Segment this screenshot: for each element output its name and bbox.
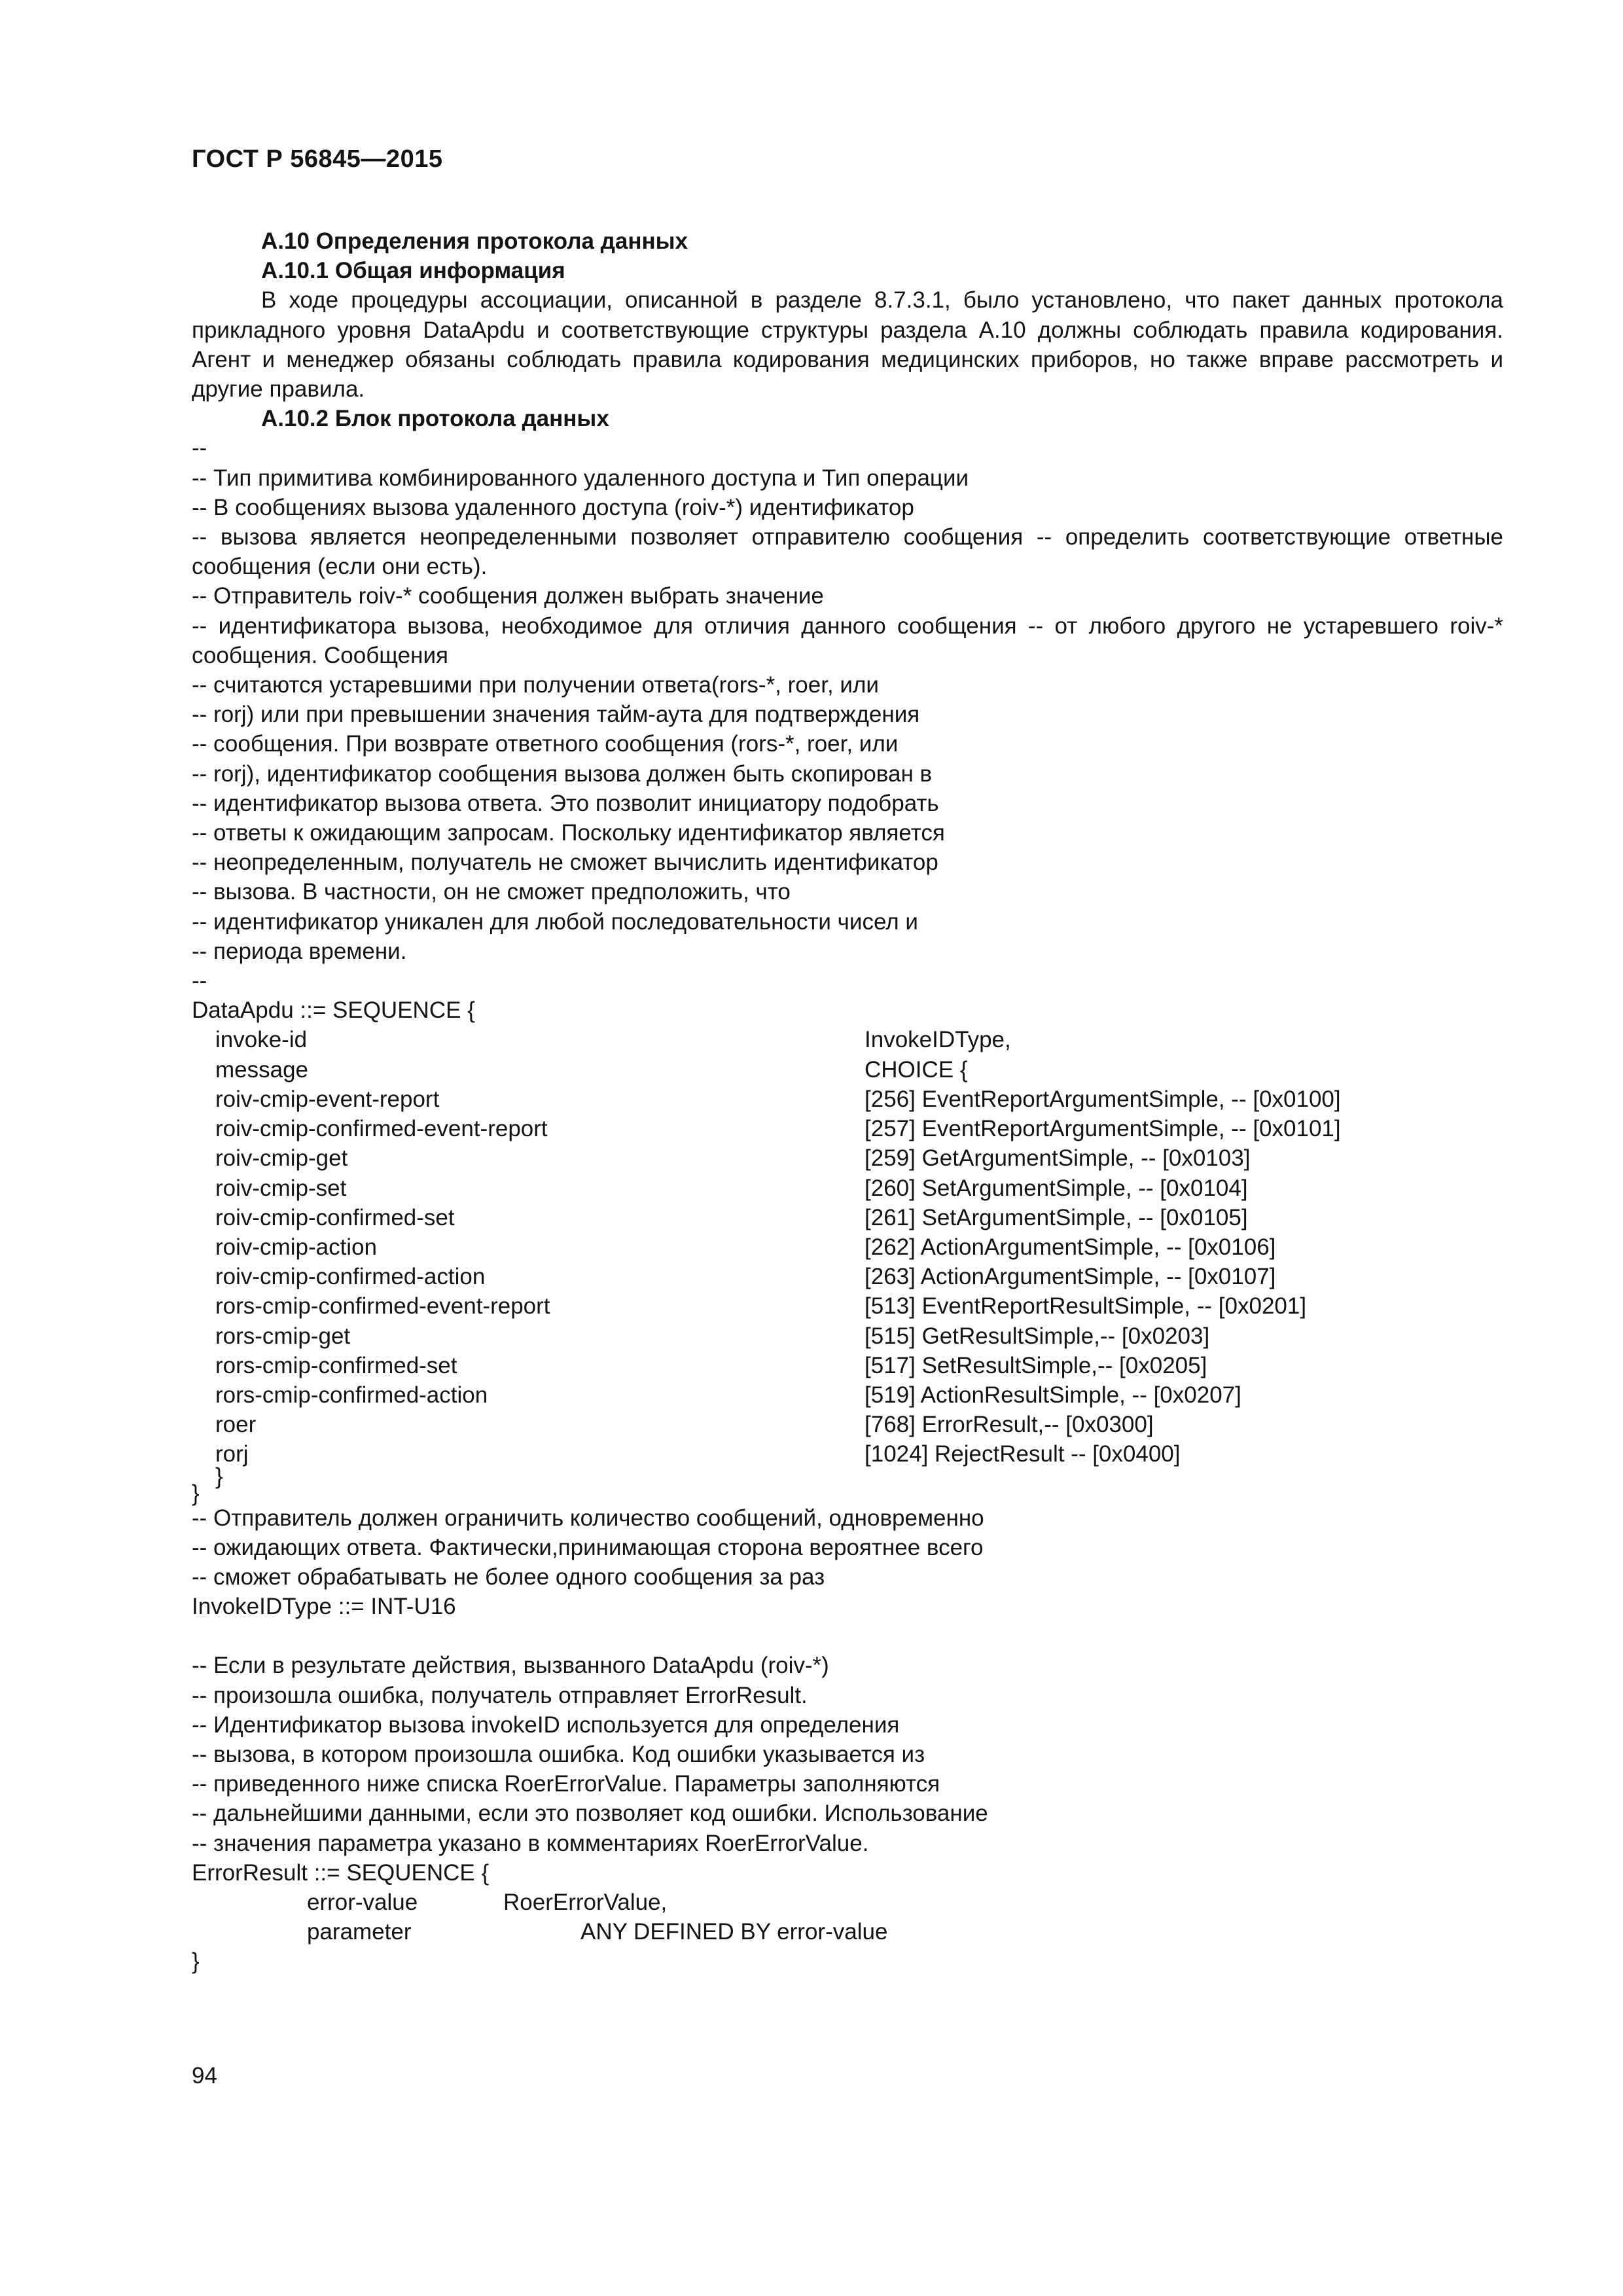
apdu-field-type: [515] GetResultSimple,-- [0x0203] (865, 1323, 1210, 1349)
comment-line: -- дальнейшими данными, если это позволяет код ошибки. Использование (192, 1801, 988, 1827)
apdu-field-type: [259] GetArgumentSimple, -- [0x0103] (865, 1145, 1251, 1172)
error-field-type: RoerErrorValue, (503, 1889, 668, 1915)
apdu-field-type: InvokeIDType, (865, 1027, 1011, 1053)
apdu-field-name: rors-cmip-confirmed-set (215, 1352, 457, 1378)
apdu-field-name: roiv-cmip-confirmed-event-report (215, 1116, 548, 1142)
apdu-field-type: [262] ActionArgumentSimple, -- [0x0106] (865, 1234, 1276, 1260)
apdu-field-name: roiv-cmip-confirmed-set (215, 1204, 455, 1230)
apdu-field-type: [519] ActionResultSimple, -- [0x0207] (865, 1382, 1241, 1408)
apdu-row (192, 1351, 1503, 1380)
apdu-field-type: [1024] RejectResult -- [0x0400] (865, 1441, 1181, 1467)
comment-line: -- (192, 435, 207, 461)
apdu-field-name: rors-cmip-confirmed-event-report (215, 1293, 550, 1319)
section-heading-a101: A.10.1 Общая информация (261, 258, 565, 284)
apdu-field-type: CHOICE { (865, 1056, 968, 1083)
apdu-field-type: [256] EventReportArgumentSimple, -- [0x0100] (865, 1086, 1341, 1112)
comment-line: -- ответы к ожидающим запросам. Поскольку идентификатор является (192, 820, 945, 846)
apdu-field-type: [768] ErrorResult,-- [0x0300] (865, 1412, 1154, 1438)
document-title: ГОСТ Р 56845—2015 (192, 145, 443, 173)
comment-line: -- Отправитель roiv-* сообщения должен выбрать значение (192, 583, 824, 609)
comment-line: -- значения параметра указано в комментариях RoerErrorValue. (192, 1830, 869, 1856)
apdu-field-type: [261] SetArgumentSimple, -- [0x0105] (865, 1204, 1248, 1230)
comment-line: -- Если в результате действия, вызванного DataApdu (roiv-*) (192, 1653, 829, 1679)
apdu-field-name: roiv-cmip-get (215, 1145, 348, 1172)
apdu-row (192, 1291, 1503, 1321)
apdu-field-name: roer (215, 1412, 257, 1438)
choice-close-brace: } (215, 1463, 223, 1489)
apdu-row (192, 1232, 1503, 1262)
apdu-field-name: roiv-cmip-action (215, 1234, 377, 1260)
comment-line: -- идентификатор вызова ответа. Это позволит инициатору подобрать (192, 790, 939, 816)
apdu-field-name: roiv-cmip-set (215, 1175, 347, 1201)
error-result-close-brace: } (192, 1948, 200, 1975)
comment-line: -- вызова является неопределенными позволяет отправителю сообщения -- определить соответствующие ответные сообщения (если они есть). (192, 524, 1503, 580)
apdu-field-name: rorj (215, 1441, 249, 1467)
apdu-field-type: [513] EventReportResultSimple, -- [0x0201] (865, 1293, 1307, 1319)
comment-line: -- вызова, в котором произошла ошибка. Код ошибки указывается из (192, 1741, 925, 1767)
page-number: 94 (192, 2063, 217, 2089)
apdu-row (192, 1114, 1503, 1143)
apdu-field-name: roiv-cmip-event-report (215, 1086, 440, 1112)
comment-line: -- периода времени. (192, 938, 407, 964)
apdu-row (192, 1262, 1503, 1291)
apdu-field-name: rors-cmip-get (215, 1323, 351, 1349)
section-heading-a10: A.10 Определения протокола данных (261, 228, 688, 254)
apdu-row (192, 1410, 1503, 1439)
data-apdu-header: DataApdu ::= SEQUENCE { (192, 997, 475, 1024)
apdu-row (192, 1321, 1503, 1351)
comment-line: -- rorj), идентификатор сообщения вызова должен быть скопирован в (192, 761, 933, 787)
comment-line: -- идентификатора вызова, необходимое для отличия данного сообщения -- от любого другого не устаревшего roiv-* сообщения. Сообщения (192, 613, 1503, 668)
apdu-field-type: [257] EventReportArgumentSimple, -- [0x0101] (865, 1116, 1341, 1142)
comment-line: -- Тип примитива комбинированного удаленного доступа и Тип операции (192, 465, 969, 491)
comment-line: -- В сообщениях вызова удаленного доступа (roiv-*) идентификатор (192, 494, 914, 520)
sequence-close-brace: } (192, 1480, 200, 1506)
apdu-field-name: rors-cmip-confirmed-action (215, 1382, 488, 1408)
apdu-row (192, 1439, 1503, 1469)
apdu-field-type: [517] SetResultSimple,-- [0x0205] (865, 1352, 1207, 1378)
comment-line: -- Отправитель должен ограничить количество сообщений, одновременно (192, 1505, 984, 1531)
comment-line: -- (192, 968, 207, 994)
comment-line: -- rorj) или при превышении значения тайм-аута для подтверждения (192, 702, 920, 728)
invoke-id-type-definition: InvokeIDType ::= INT-U16 (192, 1594, 456, 1620)
apdu-row (192, 1380, 1503, 1410)
apdu-field-type: [263] ActionArgumentSimple, -- [0x0107] (865, 1264, 1276, 1290)
error-result-row (192, 1888, 1503, 1917)
apdu-row (192, 1203, 1503, 1232)
apdu-field-name: invoke-id (215, 1027, 308, 1053)
apdu-field-type: [260] SetArgumentSimple, -- [0x0104] (865, 1175, 1248, 1201)
comment-line: -- произошла ошибка, получатель отправляет ErrorResult. (192, 1682, 808, 1708)
comment-line: -- сообщения. При возврате ответного сообщения (rors-*, roer, или (192, 731, 899, 757)
error-field-type: ANY DEFINED BY error-value (580, 1919, 888, 1945)
error-field-name: error-value (307, 1889, 418, 1915)
comment-line: -- вызова. В частности, он не сможет предположить, что (192, 879, 791, 905)
apdu-row (192, 1085, 1503, 1114)
comment-line: -- Идентификатор вызова invokeID используется для определения (192, 1712, 900, 1738)
error-result-header: ErrorResult ::= SEQUENCE { (192, 1859, 490, 1886)
apdu-row (192, 1055, 1503, 1085)
apdu-field-name: roiv-cmip-confirmed-action (215, 1264, 486, 1290)
comment-line: -- идентификатор уникален для любой последовательности чисел и (192, 908, 918, 935)
apdu-row (192, 1143, 1503, 1173)
blank-line (192, 1621, 1503, 1651)
error-field-name: parameter (307, 1919, 412, 1945)
comment-line: -- неопределенным, получатель не сможет вычислить идентификатор (192, 850, 938, 876)
comment-line: -- ожидающих ответа. Фактически,принимающая сторона вероятнее всего (192, 1534, 984, 1560)
apdu-row (192, 1025, 1503, 1054)
document-body (192, 226, 1503, 1977)
apdu-field-name: message (215, 1056, 309, 1083)
comment-line: -- считаются устаревшими при получении ответа(rors-*, roer, или (192, 672, 879, 698)
comment-line: -- приведенного ниже списка RoerErrorValue. Параметры заполняются (192, 1771, 940, 1797)
error-result-row (192, 1917, 1503, 1946)
paragraph-general-info: В ходе процедуры ассоциации, описанной в разделе 8.7.3.1, было установлено, что пакет данных протокола прикладного уровня DataApdu и соответствующие структуры раздела А.10 должны соблюдать правила кодирования. Агент и менеджер обязаны соблюдать правила кодирования медицинских приборов, но также вправе рассмотреть и другие правила. (192, 287, 1503, 403)
comment-line: -- сможет обрабатывать не более одного сообщения за раз (192, 1564, 825, 1590)
apdu-row (192, 1174, 1503, 1203)
section-heading-a102: A.10.2 Блок протокола данных (261, 406, 609, 432)
